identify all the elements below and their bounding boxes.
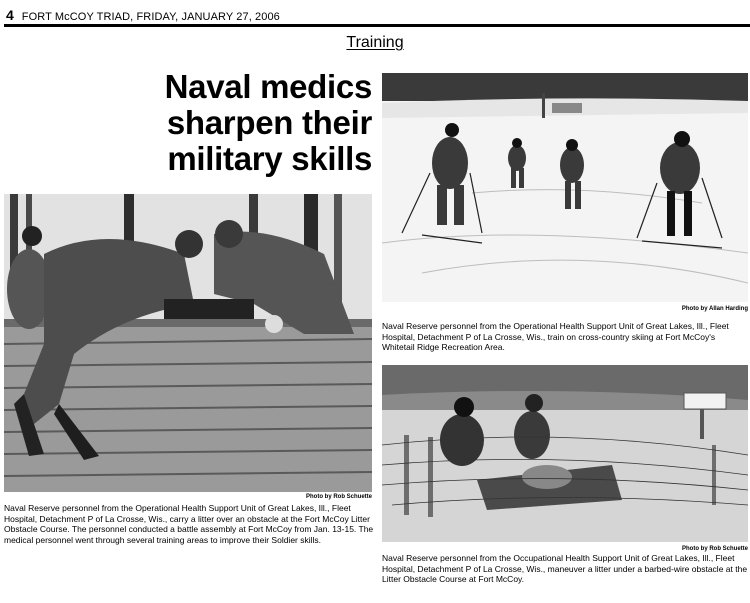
page-number: 4	[6, 7, 14, 23]
page-header	[6, 7, 280, 23]
section-heading	[0, 34, 750, 52]
headline-line-2: sharpen their	[166, 104, 372, 141]
obstacle-photo-caption: Naval Reserve personnel from the Operational Health Support Unit of Great Lakes, Ill., Fleet Hospital, Detachment P of La Crosse, Wis., carry a litter over an obstacle at the Fort McCoy Litter Obstacle Course. The personnel conducted a battle assembly at Fort McCoy from Jan. 13-15. The medical personnel went through several training areas to improve their Soldier skills.	[4, 503, 374, 545]
skiing-photo-credit: Photo by Allan Harding	[681, 306, 748, 312]
headline-line-1: Naval medics	[164, 68, 372, 105]
wire-photo	[382, 365, 748, 542]
skiing-photo-caption: Naval Reserve personnel from the Operational Health Support Unit of Great Lakes, Ill., Fleet Hospital, Detachment P of La Crosse, Wis., train on cross-country skiing at Fort McCoy's Whitetail Ridge Recreation Area.	[382, 321, 729, 353]
obstacle-photo-credit: Photo by Rob Schuette	[306, 494, 372, 500]
header-rule	[4, 24, 750, 27]
folio-line: FORT McCOY TRIAD, FRIDAY, JANUARY 27, 2006	[21, 11, 280, 23]
wire-photo-credit: Photo by Rob Schuette	[682, 546, 748, 552]
wire-photo-caption: Naval Reserve personnel from the Occupational Health Support Unit of Great Lakes, Ill., Fleet Hospital, Detachment P of La Crosse, Wis., maneuver a litter under a barbed-wire obstacle at the Litter Obstacle Course at Fort McCoy.	[382, 553, 748, 585]
headline	[150, 69, 372, 177]
obstacle-photo	[4, 194, 372, 492]
skiing-photo	[382, 73, 748, 302]
headline-line-3: military skills	[167, 140, 372, 177]
section-label: Training	[346, 34, 404, 51]
